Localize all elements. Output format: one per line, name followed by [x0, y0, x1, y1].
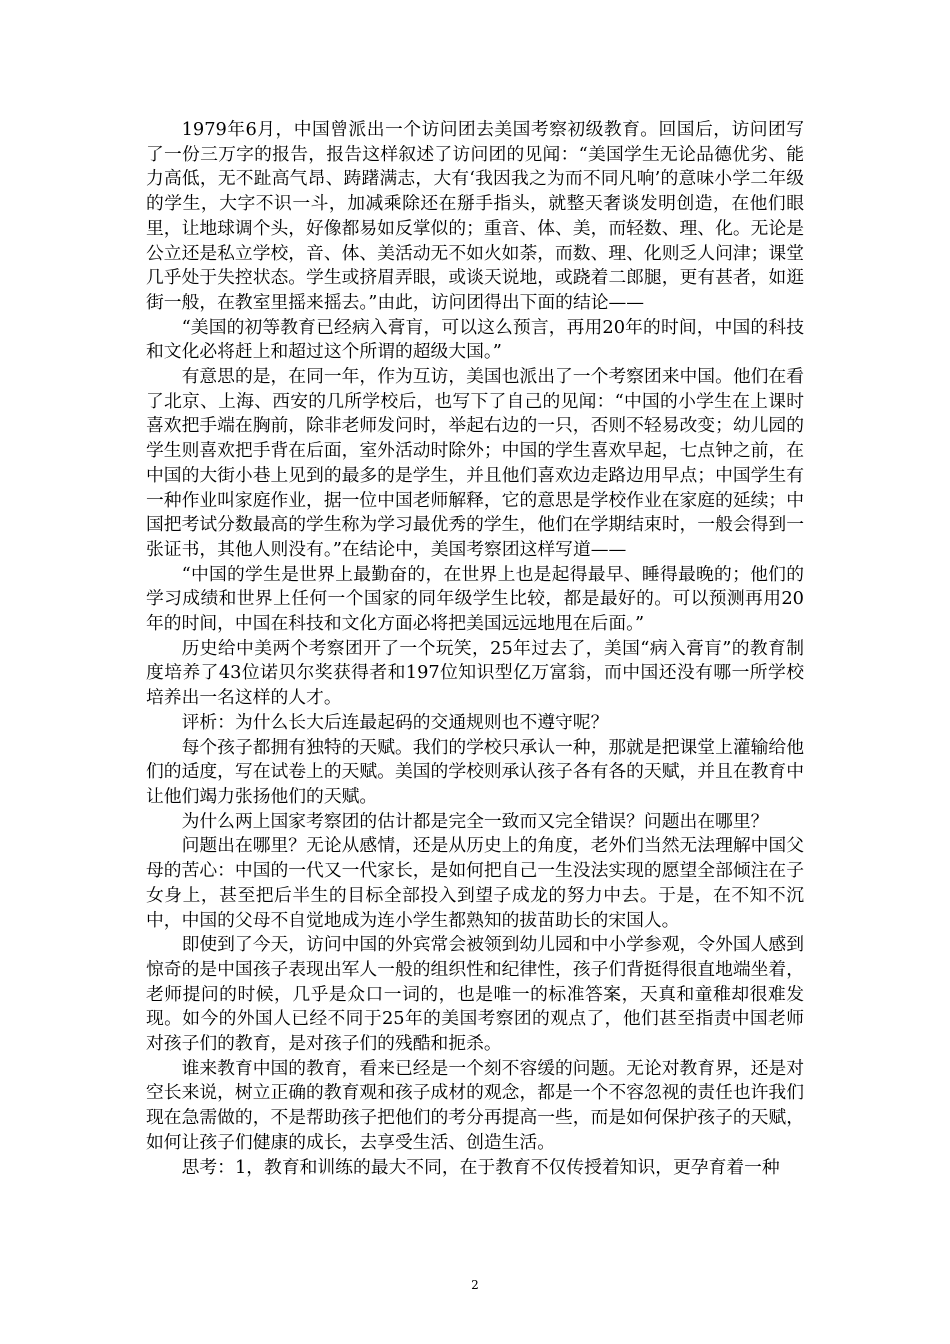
document-body — [146, 118, 804, 1180]
page-number: 2 — [471, 1278, 479, 1292]
paragraph-american-conclusion: “中国的学生是世界上最勤奋的，在世界上也是起得最早、睡得最晚的；他们的学习成绩和世界上任何一个国家的同年级学生比较，都是最好的。可以预测再用20年的时间，中国在科技和文化方面必将把美国远远地甩在后面。” — [146, 563, 804, 635]
paragraph-american-observations: 有意思的是，在同一年，作为互访，美国也派出了一个考察团来中国。他们在看了北京、上海、西安的几所学校后，也写下了自己的见闻：“中国的小学生在上课时喜欢把手端在胸前，除非老师发问时，举起右边的一只，否则不轻易改变；幼儿园的学生则喜欢把手背在后面，室外活动时除外；中国的学生喜欢早起，七点钟之前，在中国的大街小巷上见到的最多的是学生，并且他们喜欢边走路边用早点；中国学生有一种作业叫家庭作业，据一位中国老师解释，它的意思是学校作业在家庭的延续；中国把考试分数最高的学生称为学习最优秀的学生，他们在学期结束时，一般会得到一张证书，其他人则没有。”在结论中，美国考察团这样写道—— — [146, 366, 804, 560]
paragraph-history-joke: 历史给中美两个考察团开了一个玩笑，25年过去了，美国“病入膏肓”的教育制度培养了43位诺贝尔奖获得者和197位知识型亿万富翁，而中国还没有哪一所学校培养出一名这样的人才。 — [146, 637, 804, 709]
paragraph-reflection: 思考：1，教育和训练的最大不同，在于教育不仅传授着知识，更孕育着一种 — [181, 1156, 780, 1178]
paragraph-talent: 每个孩子都拥有独特的天赋。我们的学校只承认一种，那就是把课堂上灌输给他们的适度，写在试卷上的天赋。美国的学校则承认孩子各有各的天赋，并且在教育中让他们竭力张扬他们的天赋。 — [146, 736, 804, 807]
paragraph-where-problem: 问题出在哪里？无论从感情，还是从历史上的角度，老外们当然无法理解中国父母的苦心：中国的一代又一代家长，是如何把自己一生没法实现的愿望全部倾注在子女身上，甚至把后半生的目标全部投入到望子成龙的努力中去。于是，在不知不沉中，中国的父母不自觉地成为连小学生都熟知的拔苗助长的宋国人。 — [146, 835, 804, 931]
paragraph-today: 即使到了今天，访问中国的外宾常会被领到幼儿园和中小学参观，令外国人感到惊奇的是中国孩子表现出军人一般的组织性和纪律性，孩子们背挺得很直地端坐着，老师提问的时候，几乎是众口一词的，也是唯一的标准答案，天真和童稚却很难发现。如今的外国人已经不同于25年的美国考察团的观点了，他们甚至指责中国老师对孩子们的教育，是对孩子们的残酷和扼杀。 — [146, 934, 804, 1055]
paragraph-commentary-question: 评析：为什么长大后连最起码的交通规则也不遵守呢？ — [181, 711, 609, 733]
paragraph-delegation-report: 1979年6月，中国曾派出一个访问团去美国考察初级教育。回国后，访问团写了一份三万字的报告，报告这样叙述了访问团的见闻：“美国学生无论品德优劣、能力高低，无不趾高气昂、踌躇满志，大有‘我因我之为而不同凡响’的意味小学二年级的学生，大字不识一斗，加减乘除还在掰手指头，就整天奢谈发明创造，在他们眼里，让地球调个头，好像都易如反掌似的；重音、体、美，而轻数、理、化。无论是公立还是私立学校，音、体、美活动无不如火如荼，而数、理、化则乏人问津；课堂几乎处于失控状态。学生或挤眉弄眼，或谈天说地，或跷着二郎腿，更有甚者，如逛街一般，在教室里摇来摇去。”由此，访问团得出下面的结论—— — [146, 119, 804, 313]
paragraph-who-educates: 谁来教育中国的教育，看来已经是一个刻不容缓的问题。无论对教育界，还是对空长来说，树立正确的教育观和孩子成材的观念，都是一个不容忽视的责任也许我们现在急需做的，不是帮助孩子把他们的考分再提高一些，而是如何保护孩子的天赋，如何让孩子们健康的成长，去享受生活、创造生活。 — [146, 1057, 804, 1153]
paragraph-why-wrong: 为什么两上国家考察团的估计都是完全一致而又完全错误？问题出在哪里？ — [181, 810, 769, 832]
paragraph-chinese-conclusion: “美国的初等教育已经病入膏肓，可以这么预言，再用20年的时间，中国的科技和文化必将赶上和超过这个所谓的超级大国。” — [146, 316, 804, 363]
